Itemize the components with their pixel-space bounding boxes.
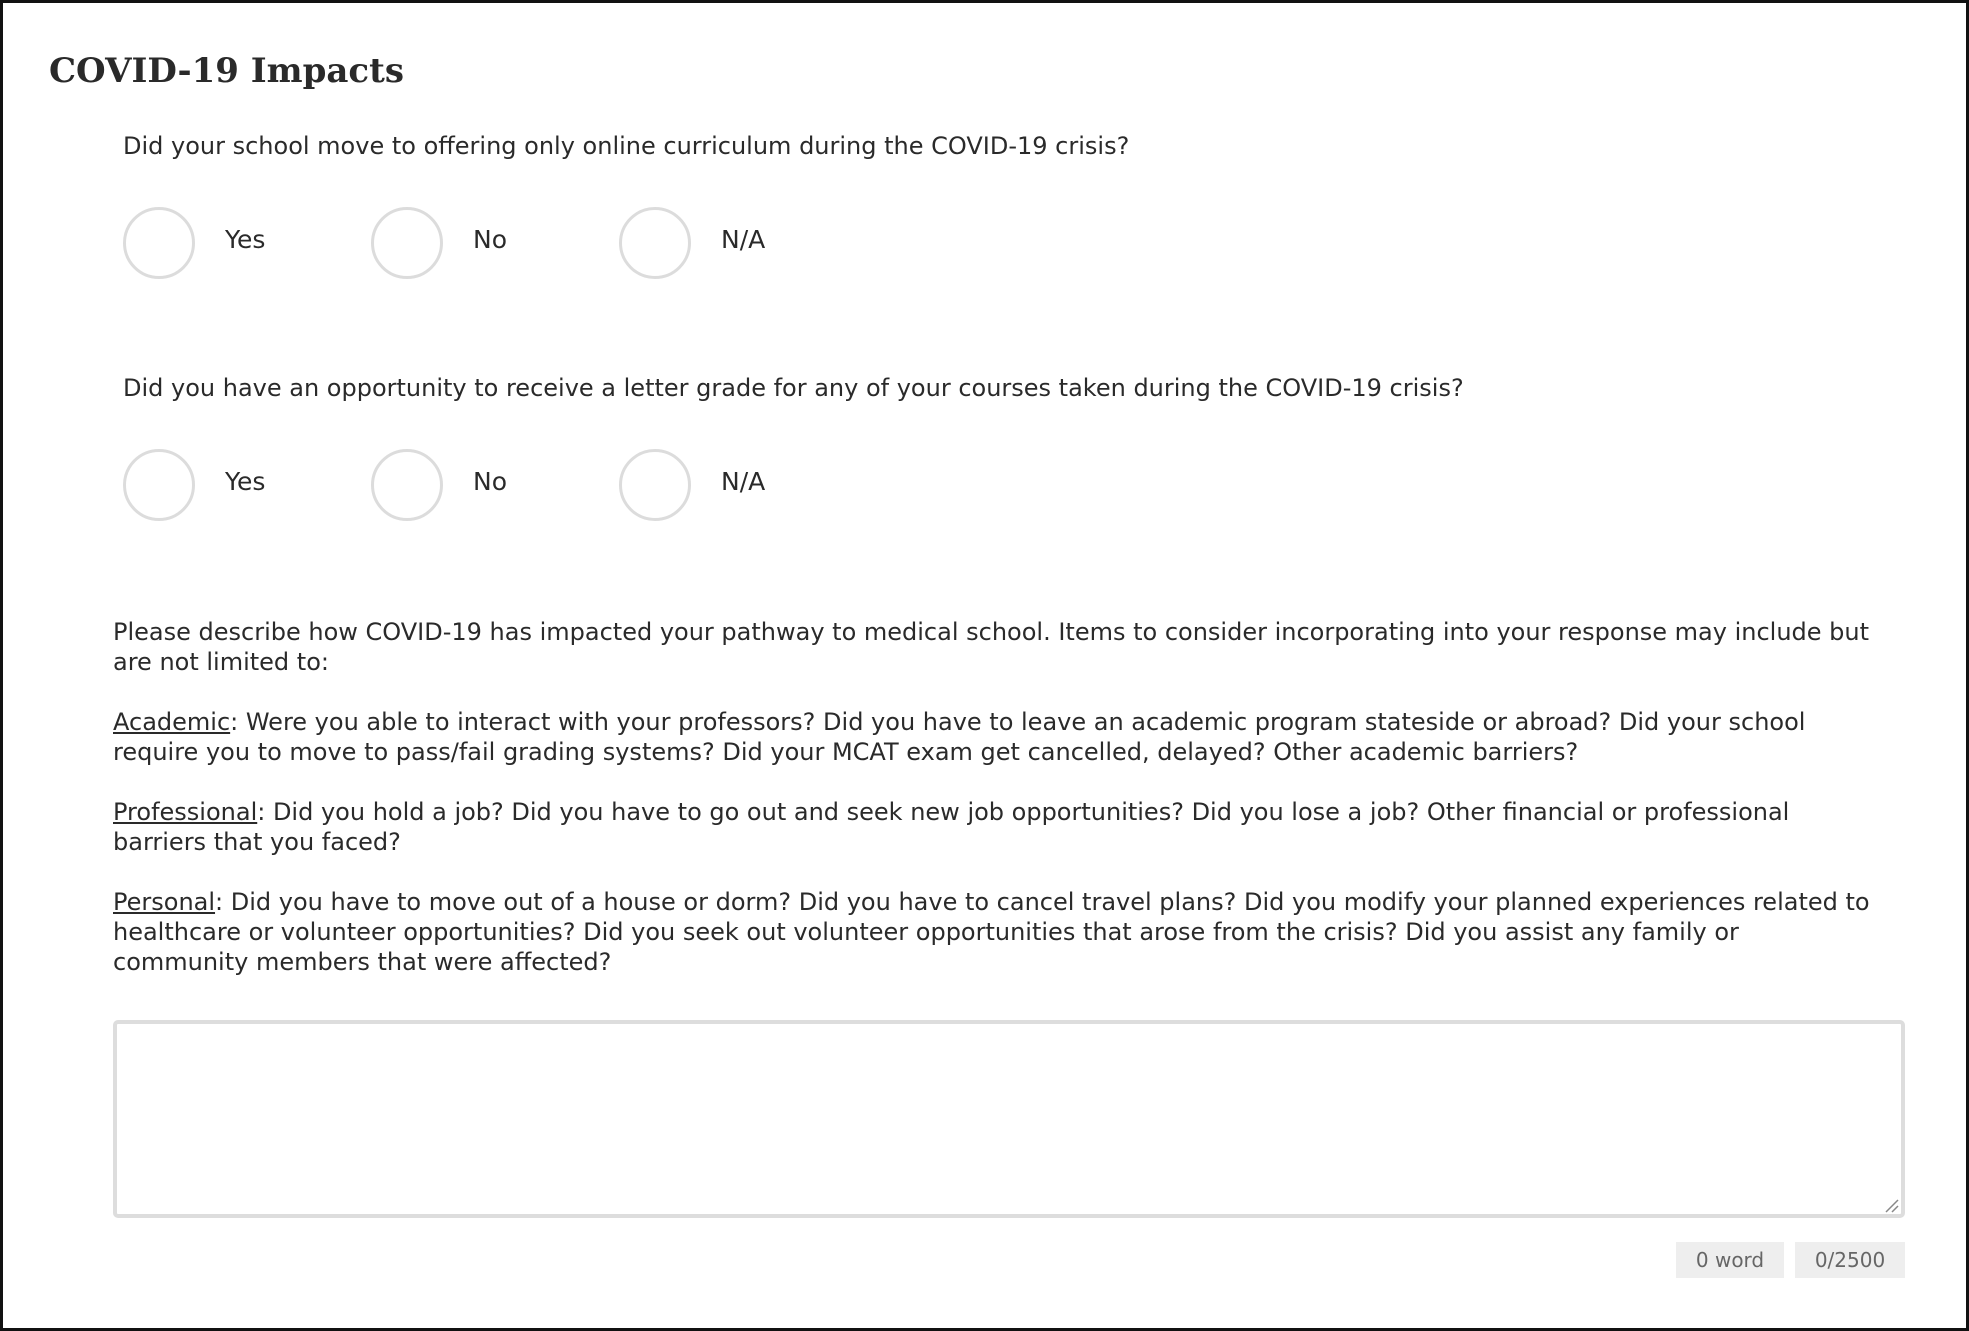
radio-label: N/A bbox=[721, 467, 766, 496]
radio-option-yes[interactable] bbox=[123, 207, 343, 279]
personal-text: : Did you have to move out of a house or dorm? Did you have to cancel travel plans? Did you modify your planned experiences related to healthcare or volunteer opportunities? Did you seek out volunteer opportunities that arose from the crisis? Did you assist any family or community members that were affected? bbox=[113, 888, 1870, 976]
radio-button[interactable] bbox=[371, 207, 443, 279]
radio-button[interactable] bbox=[619, 449, 691, 521]
word-count-badge: 0 word bbox=[1676, 1242, 1784, 1278]
radio-label: Yes bbox=[225, 467, 266, 496]
radio-label: No bbox=[473, 467, 507, 496]
academic-label: Academic bbox=[113, 708, 231, 736]
prompt-intro-text: Please describe how COVID-19 has impacted your pathway to medical school. Items to consider incorporating into your response may include but are not limited to: bbox=[113, 618, 1870, 676]
radio-button[interactable] bbox=[123, 449, 195, 521]
essay-prompt-academic bbox=[113, 707, 1873, 767]
radio-group-online-curriculum bbox=[123, 207, 823, 279]
professional-label: Professional bbox=[113, 798, 258, 826]
resize-grip-icon[interactable] bbox=[1883, 1197, 1899, 1213]
prompt-professional-paragraph bbox=[113, 797, 1873, 857]
radio-option-no[interactable] bbox=[371, 207, 591, 279]
radio-option-no[interactable] bbox=[371, 449, 591, 521]
radio-option-na[interactable] bbox=[619, 449, 839, 521]
prompt-academic-paragraph bbox=[113, 707, 1873, 767]
essay-prompt-professional bbox=[113, 797, 1873, 857]
radio-button[interactable] bbox=[371, 449, 443, 521]
prompt-personal-paragraph bbox=[113, 887, 1873, 977]
radio-button[interactable] bbox=[619, 207, 691, 279]
personal-label: Personal bbox=[113, 888, 216, 916]
radio-button[interactable] bbox=[123, 207, 195, 279]
radio-option-yes[interactable] bbox=[123, 449, 343, 521]
radio-group-letter-grade bbox=[123, 449, 823, 521]
char-count-badge: 0/2500 bbox=[1795, 1242, 1905, 1278]
radio-label: No bbox=[473, 225, 507, 254]
question-online-curriculum: Did your school move to offering only online curriculum during the COVID-19 crisis? bbox=[123, 132, 1130, 160]
page-title: COVID-19 Impacts bbox=[49, 51, 404, 91]
radio-label: Yes bbox=[225, 225, 266, 254]
professional-text: : Did you hold a job? Did you have to go out and seek new job opportunities? Did you lose a job? Other financial or professional barriers that you faced? bbox=[113, 798, 1790, 856]
radio-option-na[interactable] bbox=[619, 207, 839, 279]
essay-textarea[interactable] bbox=[113, 1020, 1905, 1218]
academic-text: : Were you able to interact with your professors? Did you have to leave an academic program stateside or abroad? Did your school require you to move to pass/fail grading systems? Did your MCAT exam get cancelled, delayed? Other academic barriers? bbox=[113, 708, 1806, 766]
question-letter-grade: Did you have an opportunity to receive a letter grade for any of your courses taken during the COVID-19 crisis? bbox=[123, 374, 1464, 402]
radio-label: N/A bbox=[721, 225, 766, 254]
essay-prompt-intro bbox=[113, 617, 1873, 677]
essay-prompt-personal bbox=[113, 887, 1873, 977]
